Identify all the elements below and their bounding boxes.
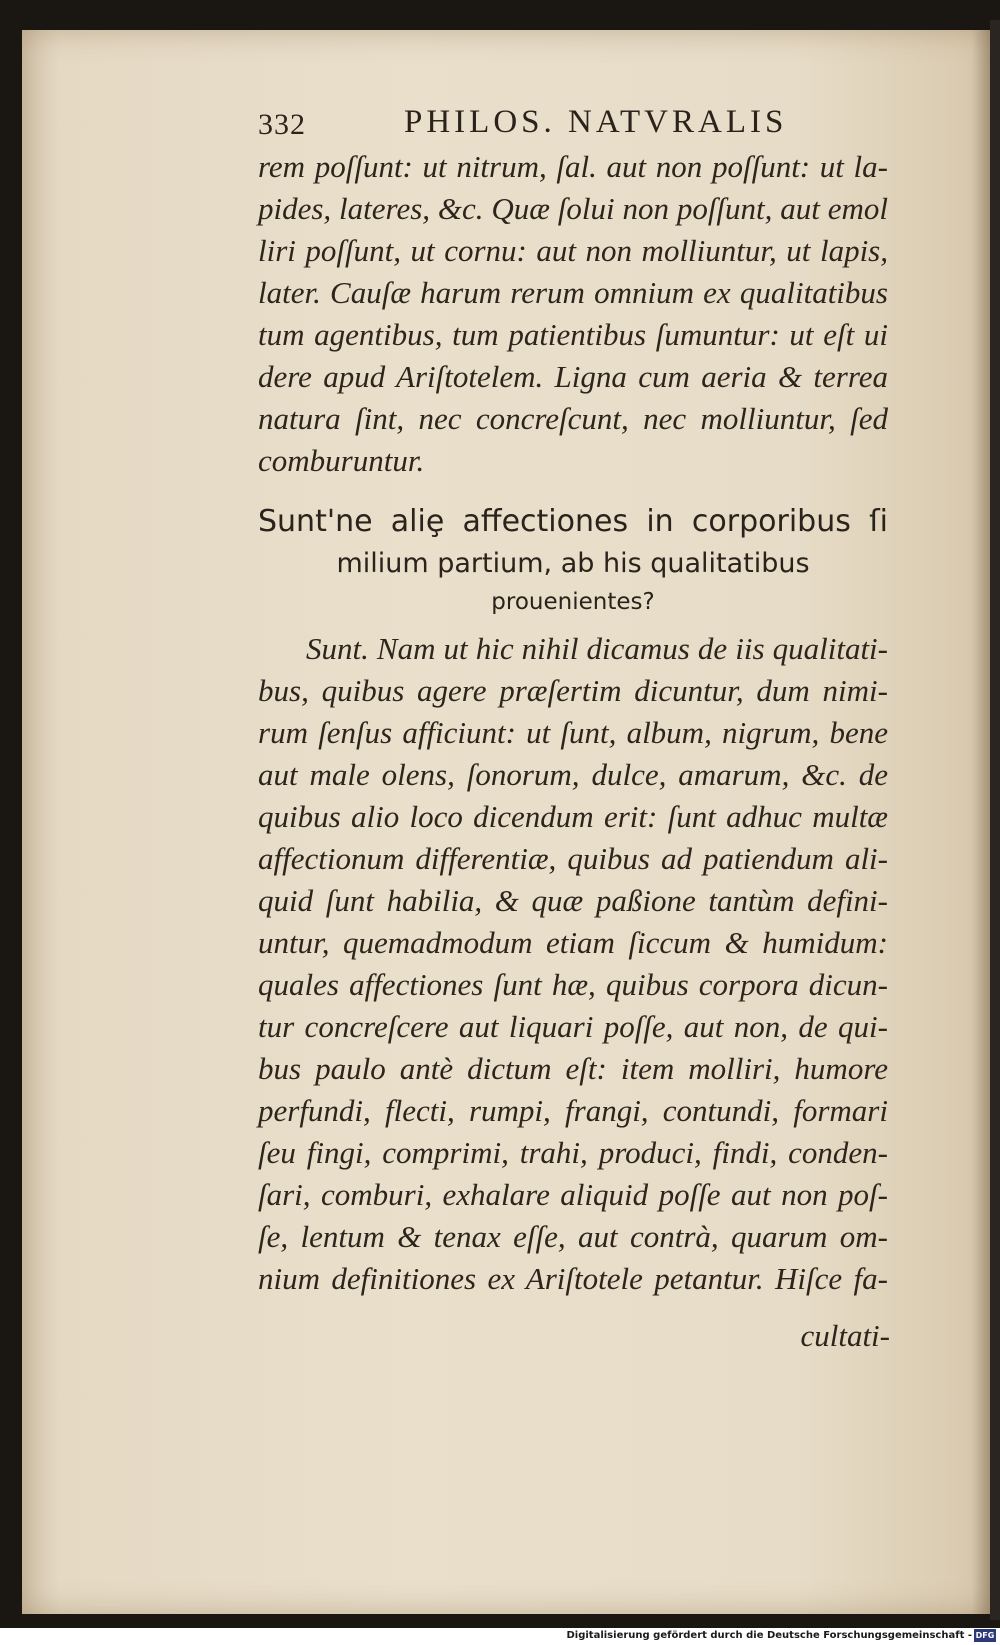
text-line: aut male olens, ſonorum, dulce, amarum, &c. de (258, 757, 888, 792)
text-line: ſeu fingi, comprimi, trahi, produci, findi, conden- (258, 1135, 888, 1170)
text-line: comburuntur. (258, 443, 425, 478)
text-line: rum ſenſus afficiunt: ut ſunt, album, nigrum, bene (258, 715, 888, 750)
text-line: affectionum differentiæ, quibus ad patiendum ali- (258, 841, 888, 876)
text-line: natura ſint, nec concreſcunt, nec molliuntur, ſed (258, 401, 888, 436)
section-heading (258, 500, 888, 620)
running-title: PHILOS. NATVRALIS (404, 104, 788, 140)
dfg-logo: DFG (975, 1631, 995, 1640)
text-line: rem poſſunt: ut nitrum, ſal. aut non poſſunt: ut la- (258, 149, 888, 184)
heading-line: Sunt'ne aliȩ affectiones in corporibus ſi (258, 504, 888, 539)
paragraph-1 (258, 146, 888, 482)
digitization-credit: Digitalisierung gefördert durch die Deutsche Forschungsgemeinschaft - (566, 1630, 972, 1641)
text-line: dere apud Ariſtotelem. Ligna cum aeria & terrea (258, 359, 888, 394)
text-line: Sunt. Nam ut hic nihil dicamus de iis qualitati- (306, 631, 888, 666)
text-line: untur, quemadmodum etiam ſiccum & humidum: (258, 925, 888, 960)
text-line: ſari, comburi, exhalare aliquid poſſe aut non poſ- (258, 1177, 888, 1212)
text-line: tur concreſcere aut liquari poſſe, aut non, de qui- (258, 1009, 888, 1044)
text-line: ſe, lentum & tenax eſſe, aut contrà, quarum om- (258, 1219, 888, 1254)
running-head (258, 104, 878, 148)
text-line: quales affectiones ſunt hæ, quibus corpora dicun- (258, 967, 888, 1002)
text-line: tum agentibus, tum patientibus ſumuntur: ut eſt ui (258, 317, 888, 352)
book-edge (990, 20, 1000, 1620)
text-line: nium definitiones ex Ariſtotele petantur. Hiſce fa- (258, 1261, 888, 1296)
text-line: later. Cauſæ harum rerum omnium ex qualitatibus (258, 275, 888, 310)
text-line: liri poſſunt, ut cornu: aut non molliuntur, ut lapis, (258, 233, 888, 268)
heading-line: prouenientes? (491, 589, 655, 615)
page-number: 332 (258, 108, 306, 141)
text-line: bus, quibus agere præſertim dicuntur, dum nimi- (258, 673, 888, 708)
heading-line: milium partium, ab his qualitatibus (336, 548, 810, 579)
text-line: pides, lateres, &c. Quæ ſolui non poſſunt, aut emol (258, 191, 888, 226)
text-line: bus paulo antè dictum eſt: item molliri, humore (258, 1051, 888, 1086)
catchword: cultati- (800, 1318, 890, 1353)
text-line: quid ſunt habilia, & quæ paßione tantùm defini- (258, 883, 888, 918)
paragraph-2 (258, 628, 888, 1300)
text-line: quibus alio loco dicendum erit: ſunt adhuc multæ (258, 799, 888, 834)
text-line: perfundi, flecti, rumpi, frangi, contundi, formari (258, 1093, 888, 1128)
